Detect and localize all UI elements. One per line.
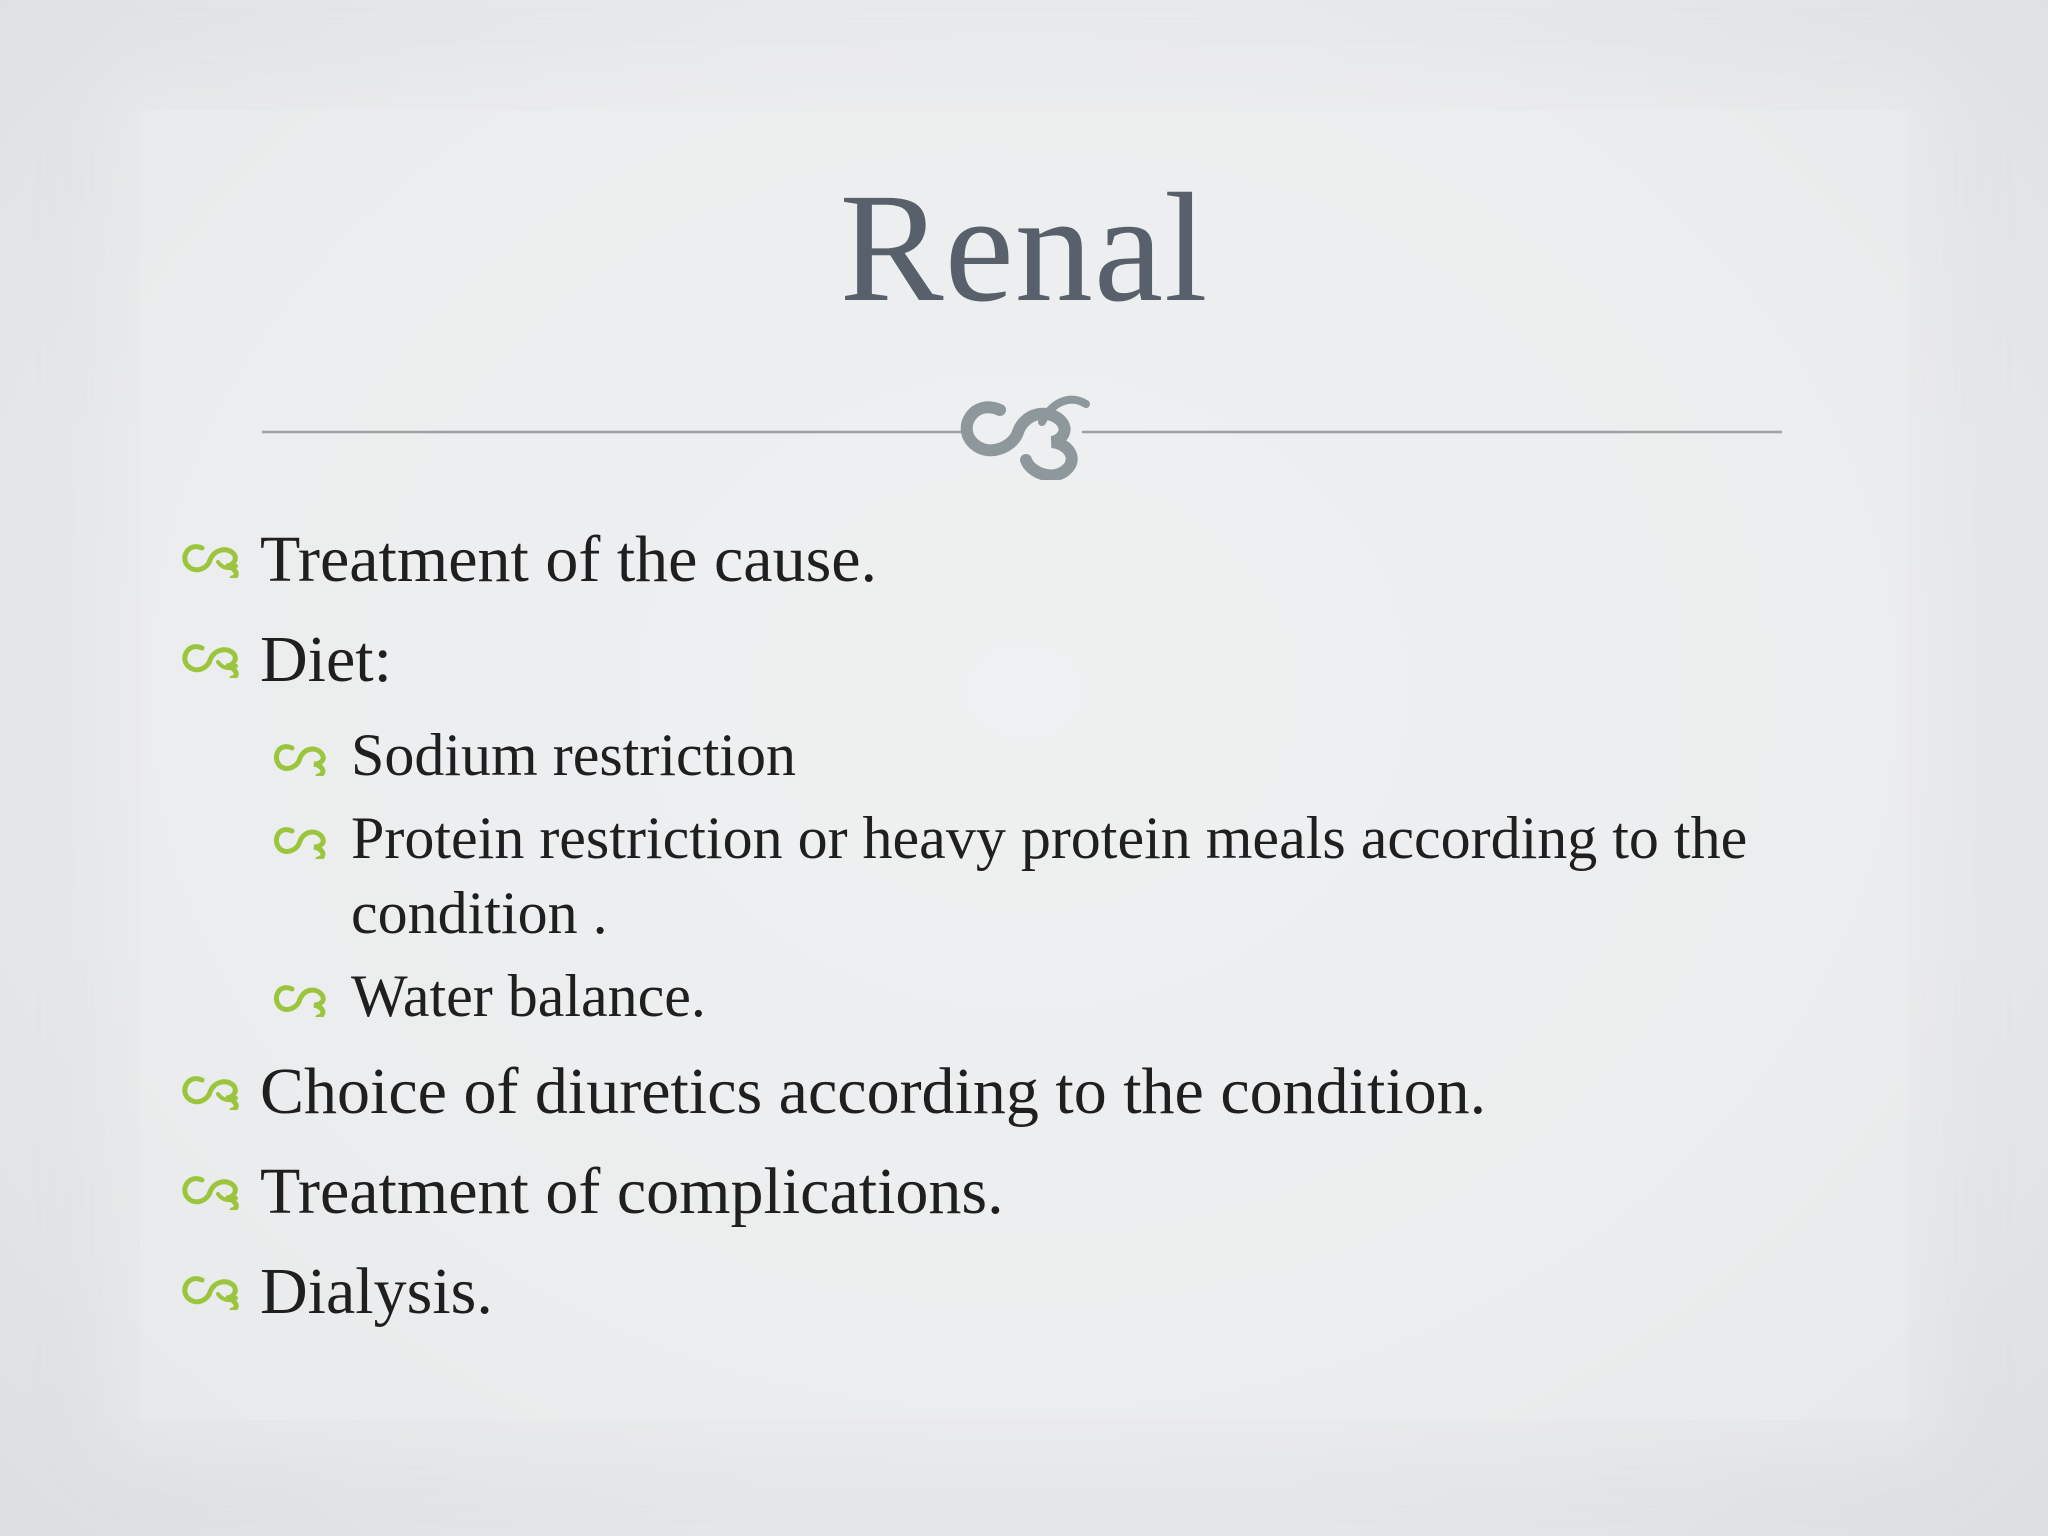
bullet-text: Choice of diuretics according to the condition.	[260, 1055, 1487, 1128]
leaf-swash-bullet-icon	[178, 538, 242, 578]
list-item	[178, 1142, 1898, 1242]
bullet-list	[178, 510, 1898, 1342]
bullet-text: Dialysis.	[260, 1255, 493, 1328]
bullet-text: Water balance.	[351, 963, 706, 1029]
leaf-swash-bullet-icon	[270, 981, 328, 1017]
list-item	[178, 718, 1898, 793]
bullet-text: Sodium restriction	[351, 722, 796, 788]
bullet-text: Protein restriction or heavy protein meals according to the condition .	[351, 805, 1748, 946]
leaf-swash-bullet-icon	[270, 823, 328, 859]
bullet-text: Treatment of complications.	[260, 1155, 1004, 1228]
list-item	[178, 510, 1898, 610]
leaf-swash-bullet-icon	[178, 1170, 242, 1210]
bullet-text: Diet:	[260, 623, 392, 696]
list-item	[178, 1242, 1898, 1342]
leaf-swash-bullet-icon	[178, 638, 242, 678]
leaf-swash-bullet-icon	[178, 1070, 242, 1110]
leaf-swash-bullet-icon	[178, 1270, 242, 1310]
list-item	[178, 610, 1898, 710]
bullet-text: Treatment of the cause.	[260, 523, 878, 596]
slide-title: Renal	[839, 161, 1209, 334]
list-item	[178, 1042, 1898, 1142]
title-divider	[262, 380, 1782, 480]
list-item	[178, 801, 1898, 951]
leaf-swash-bullet-icon	[270, 740, 328, 776]
list-item	[178, 959, 1898, 1034]
ornament-swash-icon	[262, 380, 1782, 480]
